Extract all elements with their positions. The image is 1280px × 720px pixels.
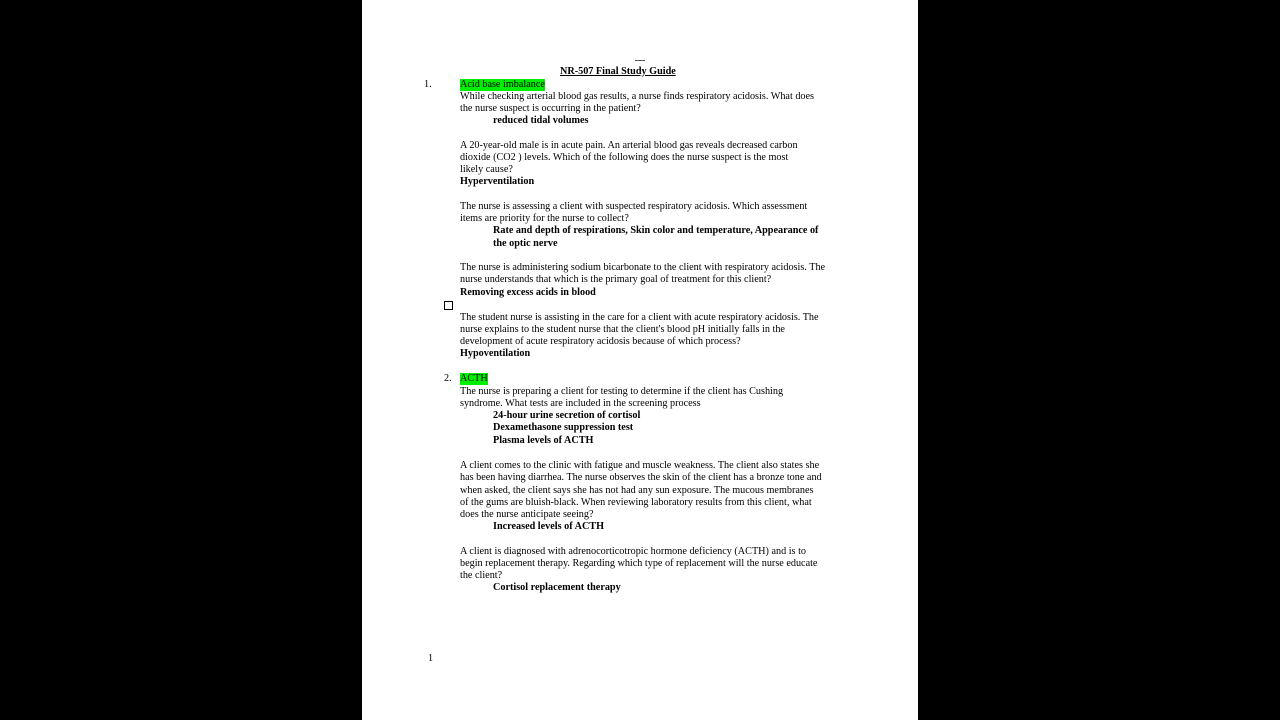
answer-line: Hyperventilation	[460, 176, 535, 187]
question-line: The nurse is preparing a client for testing to determine if the client has Cushing	[460, 386, 784, 397]
answer-line: 24-hour urine secretion of cortisol	[493, 410, 641, 421]
question-line: The nurse is assessing a client with suspected respiratory acidosis. Which assessment	[460, 201, 808, 212]
question-line: does the nurse anticipate seeing?	[460, 509, 594, 520]
question-line: begin replacement therapy. Regarding which type of replacement will the nurse educate	[460, 558, 818, 569]
question-line: A client comes to the clinic with fatigue and muscle weakness. The client also states she	[460, 460, 820, 471]
question-line: A 20-year-old male is in acute pain. An arterial blood gas reveals decreased carbon	[460, 140, 798, 151]
checkbox-icon	[444, 301, 453, 310]
answer-line: the optic nerve	[493, 238, 558, 249]
answer-line: Dexamethasone suppression test	[493, 422, 634, 433]
question-line: the nurse suspect is occurring in the patient?	[460, 103, 641, 114]
question-line: syndrome. What tests are included in the screening process	[460, 398, 701, 409]
answer-line: Hypoventilation	[460, 348, 531, 359]
answer-line: Increased levels of ACTH	[493, 521, 605, 532]
question-line: the client?	[460, 570, 503, 581]
question-line: likely cause?	[460, 164, 513, 175]
section-heading: ACTH	[460, 373, 488, 384]
question-line: The nurse is administering sodium bicarbonate to the client with respiratory acidosis. The	[460, 262, 826, 273]
section-heading: Acid base imbalance	[460, 79, 545, 90]
question-line: nurse explains to the student nurse that the client's blood pH initially falls in the	[460, 324, 785, 335]
answer-line: reduced tidal volumes	[493, 115, 589, 126]
question-line: While checking arterial blood gas results, a nurse finds respiratory acidosis. What does	[460, 91, 815, 102]
answer-line: Cortisol replacement therapy	[493, 582, 621, 593]
question-line: has been having diarrhea. The nurse observes the skin of the client has a bronze tone and	[460, 472, 822, 483]
question-line: when asked, the client says she has not had any sun exposure. The mucous membranes	[460, 485, 814, 496]
answer-line: Plasma levels of ACTH	[493, 435, 594, 446]
document-page	[362, 0, 918, 720]
answer-line: Removing excess acids in blood	[460, 287, 596, 298]
section-number: 2.	[444, 373, 452, 384]
section-number: 1.	[424, 79, 432, 90]
question-line: A client is diagnosed with adrenocorticotropic hormone deficiency (ACTH) and is to	[460, 546, 806, 557]
page-title: NR-507 Final Study Guide	[560, 66, 676, 77]
page-number: 1	[428, 653, 434, 664]
answer-line: Rate and depth of respirations, Skin color and temperature, Appearance of	[493, 225, 819, 236]
page-mark	[635, 60, 645, 61]
question-line: dioxide (CO2 ) levels. Which of the following does the nurse suspect is the most	[460, 152, 789, 163]
question-line: nurse understands that which is the primary goal of treatment for this client?	[460, 274, 772, 285]
question-line: The student nurse is assisting in the care for a client with acute respiratory acidosis. The	[460, 312, 819, 323]
question-line: of the gums are bluish-black. When reviewing laboratory results from this client, what	[460, 497, 812, 508]
question-line: development of acute respiratory acidosis because of which process?	[460, 336, 741, 347]
question-line: items are priority for the nurse to collect?	[460, 213, 629, 224]
